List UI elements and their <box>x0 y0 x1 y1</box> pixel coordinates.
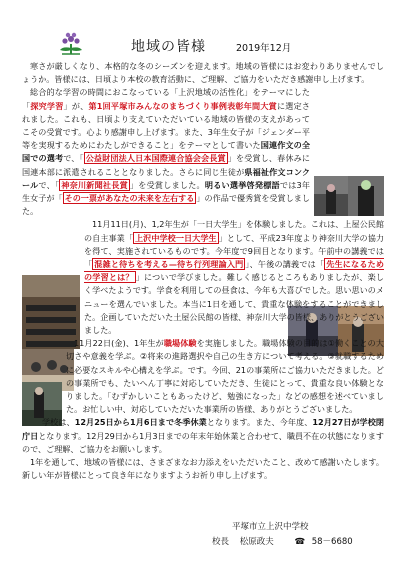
text-segment: 」として、平成23年度より神奈川大学の協力を得て、実施されているものです。今年度で9回目となります。午前中の講義では「 <box>84 232 384 270</box>
text-segment: となります。12月29日から1月3日までの年末年始休業と合わせて、職員不在の状態になりますので、ご理解、ご協力をお願いします。 <box>22 430 384 454</box>
phone-number: 58－6680 <box>311 537 353 547</box>
paragraph-university-day <box>22 218 384 337</box>
text-segment: では3年生女子が「 <box>22 179 310 204</box>
highlight-winter-break: 12月25日から1月6日まで冬季休業 <box>74 417 207 428</box>
paragraph-greeting: 寒さが厳しくなり、本格的な冬のシーズンを迎えます。地域の皆様にはお変わりありませんでしょうか。皆様には、日頃より本校の教育活動に、ご理解、ご協力をいただき感謝申し上げます。 <box>22 61 384 85</box>
highlight-un-association-award: 公益財団法人日本国際連合協会会長賞 <box>85 153 226 164</box>
highlight-slogan-text: その一票があなたの未来を左右する <box>64 193 195 204</box>
page-title: 地域の皆様 <box>131 39 206 55</box>
highlight-welfare-essay: 県福祉作文コンクール <box>22 166 310 190</box>
paragraph-work-experience <box>22 337 384 416</box>
text-segment: 」が、 <box>63 100 89 111</box>
letter-body <box>22 60 384 483</box>
issue-date: 2019年12月 <box>236 43 292 54</box>
principal-signature <box>212 535 353 547</box>
text-segment: 11月11日(月)、1,2年生が「一日大学生」を体験しました。これは、上屋公民館の自主事業「 <box>84 219 384 243</box>
principal-name: 松原政夫 <box>239 537 274 547</box>
text-segment: を実施しました。職場体験の目的は①働くことの大切さや意義を学ぶ。②将来の進路選択や自己の生き方について考える。③就職するために必要なスキルや心構えを学ぶ。です。今回、21の事業所にご協力いただきました。どの事業所でも、たいへん丁寧に対応していただき、生徒にとって、貴重な良い体験となりました。「むずかしいこともあったけど、勉強になった」などの感想を述べていました。お忙しい中、対応していただいた事業所の皆様、ありがとうございました。 <box>66 338 384 415</box>
text-segment: で、「 <box>63 153 84 164</box>
text-segment: 」を受賞し、春休みに国連本部に派遣されることとなりました。さらに同じ生徒が <box>22 153 310 177</box>
text-segment: 」の作品で優秀賞を受賞しました。 <box>22 193 310 217</box>
highlight-un-essay: 国連作文の全国での選考 <box>22 140 310 164</box>
paragraph-awards <box>22 86 384 218</box>
school-name: 平塚市立上沢中学校 <box>232 522 309 532</box>
highlight-work-experience: 職場体験 <box>163 338 197 349</box>
highlight-hiratsuka-award: 第1回平塚市みんなのまちづくり事例表彰年間大賞 <box>88 100 277 111</box>
text-segment: 総合的な学習の時間におこなっている「上沢地域の活性化」をテーマにした「 <box>22 87 310 111</box>
text-segment: 」、午後の講義では「 <box>245 259 325 270</box>
highlight-election-slogan: 明るい選挙啓発標語 <box>204 179 280 190</box>
text-segment: に選定されました。これも、日頃より支えていただいている地域の皆様の支えがあってこその受賞です。心より感謝申し上げます。また、3年生女子が「ジェンダー平等を実現するためにわたしができること」をテーマとして書いた <box>22 100 310 151</box>
highlight-university-day: 上沢中学校一日大学生 <box>135 232 217 243</box>
highlight-inquiry-learning: 探究学習 <box>30 100 64 111</box>
highlight-lecture-teacher: 先生になるための学習とは？ <box>84 259 384 283</box>
phone-icon: ☎ <box>294 537 306 547</box>
paragraph-closing: 1年を通して、地域の皆様には、さまざまなお力添えをいただいたこと、改めて感謝いたします。新しい年が皆様にとって良き年になりますようお祈り申し上げます。 <box>22 457 384 481</box>
principal-label: 校長 <box>212 537 230 547</box>
text-segment: となります。また、今年度、 <box>206 417 313 428</box>
highlight-kanagawa-shimbun-award: 神奈川新聞社長賞 <box>61 179 128 190</box>
text-segment: で、「 <box>38 179 60 190</box>
text-segment: 」を受賞しました。 <box>129 179 205 190</box>
highlight-lecture-queueing: 混雑と待ちを考える—待ち行列理論入門 <box>94 259 244 270</box>
paragraph-winter-break <box>22 416 384 456</box>
text-segment: 11月22日(金)、1年生が <box>74 338 164 349</box>
highlight-closure-day: 12月27日が学校閉庁日 <box>22 417 384 441</box>
text-segment: 」についで学びました。難しく感じるところもありましたが、楽しく学べたようです。学食を利用しての昼食は、今年も大喜びでした。思い思いのメニューを選んでいました。本当に1日を通して、貴重な体験をすることができました。企画していただいた土屋公民館の皆様、神奈川大学の皆様、ありがとうございました。 <box>84 272 384 336</box>
text-segment: 学校は、 <box>42 417 75 428</box>
school-emblem-icon <box>56 30 86 60</box>
